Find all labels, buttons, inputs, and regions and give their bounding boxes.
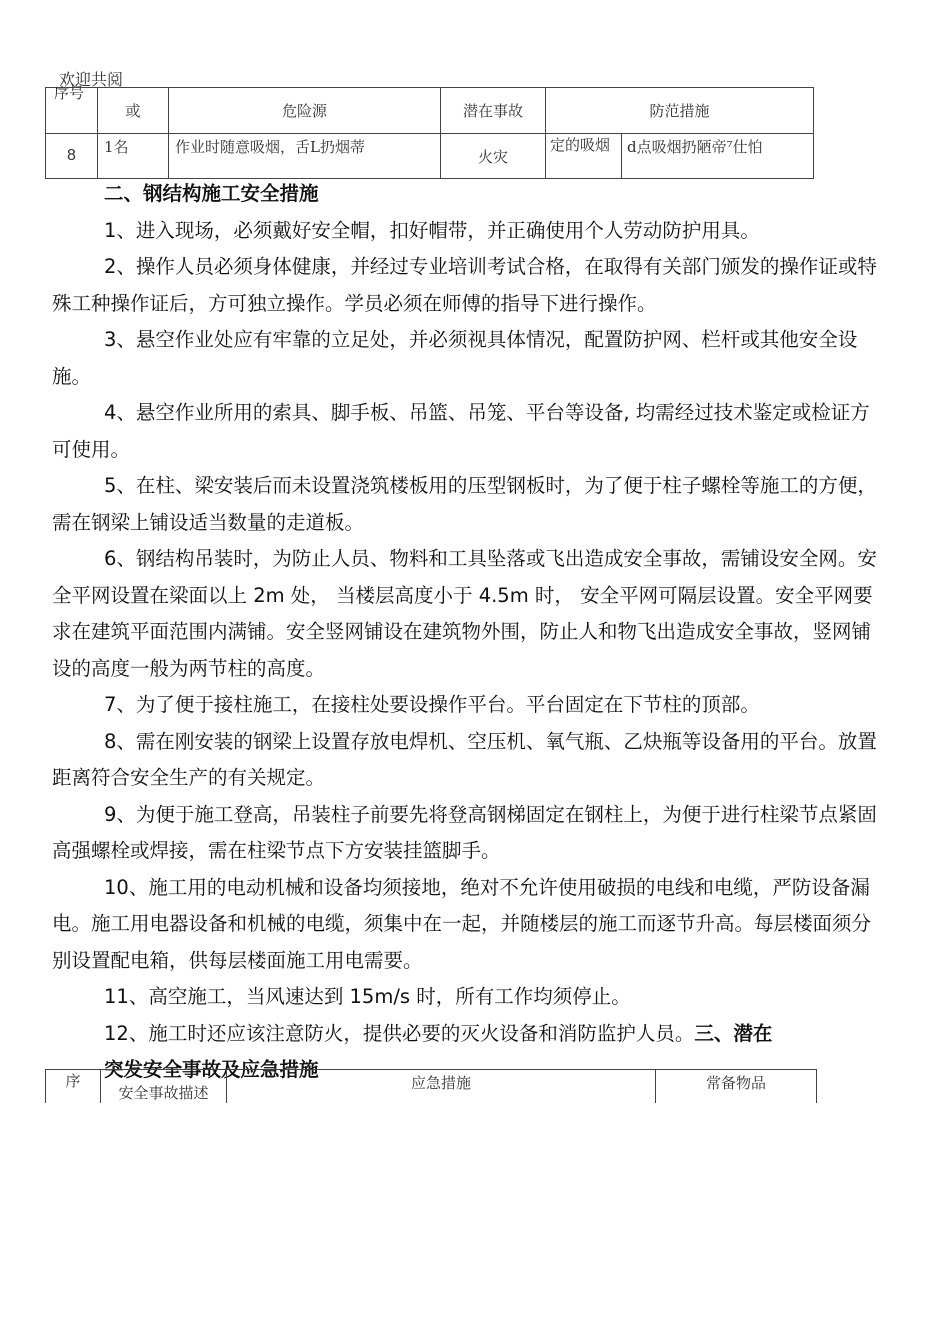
- header-cell-serial: [46, 1070, 101, 1104]
- cell-accident-value: 火灾: [477, 147, 508, 166]
- watermark: 欢迎共阅: [59, 70, 124, 89]
- document-body: [52, 176, 882, 1089]
- section-3-heading-part1: 三、潜在: [694, 1021, 773, 1045]
- hazard-table: [45, 84, 814, 179]
- header-measures-label: 防范措施: [649, 102, 710, 120]
- paragraph-10: 10、施工用的电动机械和设备均须接地，绝对不允许使用破损的电线和电缆，严防设备漏电。施工用电器设备和机械的电缆，须集中在一起，并随楼层的施工而逐节升高。每层楼面须分别设置配电箱，供每层楼面施工用电需要。: [52, 875, 872, 972]
- header-measures-label: 应急措施: [410, 1074, 471, 1092]
- section-3-heading-part2: 突发安全事故及应急措施: [104, 1058, 319, 1081]
- header-hazard-label: 危险源: [281, 102, 327, 120]
- cell-measure-b-value: d点吸烟扔陋帝⁷仕怕: [627, 138, 763, 156]
- paragraph-5: 5、在柱、梁安装后而未设置浇筑楼板用的压型钢板时，为了便于柱子螺栓等施工的方便，需在钢梁上铺设适当数量的走道板。: [52, 474, 877, 534]
- header-or-label: 或: [125, 102, 141, 120]
- cell-or-value: 1名: [104, 138, 129, 156]
- table-row: [46, 134, 814, 179]
- cell-hazard-value: 作业时随意吸烟，舌L扔烟蒂: [175, 138, 365, 156]
- paragraph-2: 2、操作人员必须身体健康，并经过专业培训考试合格，在取得有关部门颁发的操作证或特殊工种操作证后，方可独立操作。学员必须在师傅的指导下进行操作。: [52, 255, 877, 315]
- paragraph-9: 9、为便于施工登高，吊装柱子前要先将登高钢梯固定在钢柱上，为便于进行柱梁节点紧固高强螺栓或焊接，需在柱梁节点下方安装挂篮脚手。: [52, 802, 877, 862]
- header-accident-label: 潜在事故: [462, 102, 523, 120]
- header-cell-hazard: [169, 88, 441, 134]
- header-cell-measures: [546, 88, 814, 134]
- paragraph-1: 1、进入现场，必须戴好安全帽，扣好帽带，并正确使用个人劳动防护用具。: [104, 218, 760, 242]
- cell-hazard: [169, 134, 441, 179]
- section-2-heading: 二、钢结构施工安全措施: [104, 182, 319, 205]
- paragraph-4: 4、悬空作业所用的索具、脚手板、吊篮、吊笼、平台等设备, 均需经过技术鉴定或检证方可使用。: [52, 401, 870, 461]
- cell-serial-value: 8: [67, 147, 76, 164]
- header-cell-supplies: [656, 1070, 817, 1104]
- paragraph-12: [52, 1016, 882, 1053]
- table-header-row: [46, 1070, 817, 1104]
- header-description-label: 安全事故描述: [118, 1084, 209, 1102]
- cell-measure-b: [622, 134, 814, 179]
- paragraph-6: 6、钢结构吊装时，为防止人员、物料和工具坠落或飞出造成安全事故，需铺设安全网。安全平网设置在梁面以上 2m 处， 当楼层高度小于 4.5m 时， 安全平网可隔层设置。安全平网要求在建筑平面范围内满铺。安全竖网铺设在建筑物外围，防止人和物飞出造成安全事故，竖网铺设的高度一般为两节柱的高度。: [52, 547, 877, 680]
- emergency-table: [45, 1069, 817, 1103]
- header-cell-description: [101, 1070, 227, 1104]
- table-header-row: [46, 88, 814, 134]
- cell-or: [98, 134, 169, 179]
- paragraph-8: 8、需在刚安装的钢梁上设置存放电焊机、空压机、氧气瓶、乙炔瓶等设备用的平台。放置距离符合安全生产的有关规定。: [52, 729, 877, 789]
- header-serial-label: 序号: [54, 84, 85, 102]
- header-cell-or: [98, 88, 169, 134]
- paragraph-11: 11、高空施工，当风速达到 15m/s 时，所有工作均须停止。: [104, 985, 631, 1008]
- header-cell-accident: [441, 88, 546, 134]
- cell-measure-a: [546, 134, 622, 179]
- header-cell-measures: [227, 1070, 656, 1104]
- paragraph-7: 7、为了便于接柱施工，在接柱处要设操作平台。平台固定在下节柱的顶部。: [104, 693, 760, 716]
- cell-serial: [46, 134, 98, 179]
- paragraph-3: 3、悬空作业处应有牢靠的立足处，并必须视具体情况，配置防护网、栏杆或其他安全设施。: [52, 328, 858, 388]
- cell-measure-a-value: 定的吸烟: [550, 136, 611, 154]
- header-supplies-label: 常备物品: [705, 1074, 766, 1092]
- cell-accident: [441, 134, 546, 179]
- header-cell-serial: [46, 84, 98, 134]
- header-serial-label: 序: [65, 1072, 81, 1090]
- paragraph-12-text: 12、施工时还应该注意防火，提供必要的灭火设备和消防监护人员。: [104, 1021, 695, 1045]
